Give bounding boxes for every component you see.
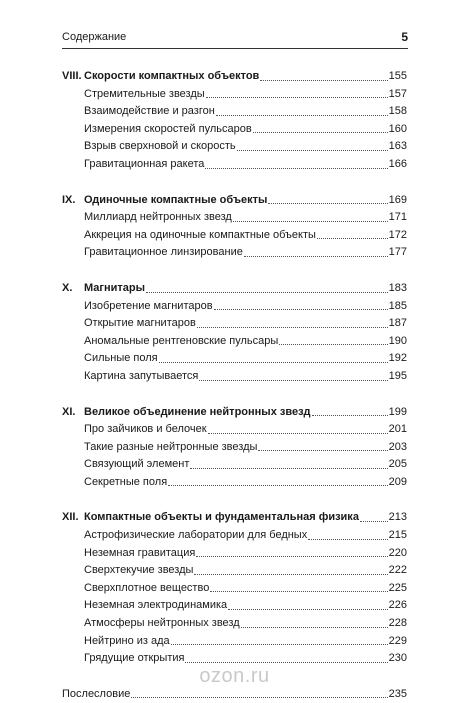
section-entry[interactable] (62, 615, 407, 633)
section-page: 187 (388, 317, 407, 330)
section-title: Взрыв сверхновой и скорость (84, 140, 236, 153)
section-title: Картина запутывается (84, 369, 199, 382)
chapter-block (62, 68, 407, 174)
chapter-title: Великое объединение нейтронных звезд (84, 405, 311, 418)
dot-leader (208, 432, 388, 434)
section-entry[interactable] (62, 103, 407, 121)
section-page: 177 (388, 246, 407, 259)
dot-leader (199, 379, 387, 381)
section-title: Гравитационное линзирование (84, 246, 243, 259)
section-page: 225 (388, 581, 407, 594)
section-page: 220 (388, 546, 407, 559)
section-title: Сильные поля (84, 352, 158, 365)
section-entry[interactable] (62, 121, 407, 139)
section-page: 230 (388, 652, 407, 665)
dot-leader (253, 131, 388, 133)
dot-leader (228, 608, 388, 610)
header-section-title: Содержание (62, 31, 127, 43)
section-entry[interactable] (62, 209, 407, 227)
dot-leader (214, 308, 388, 310)
section-title: Секретные поля (84, 475, 168, 488)
chapter-title: Скорости компактных объектов (84, 70, 260, 82)
section-page: 201 (388, 423, 407, 436)
watermark: ozon.ru (199, 665, 270, 687)
chapter-number: X. (62, 281, 73, 294)
afterword-entry[interactable] (62, 686, 407, 703)
dot-leader (308, 538, 387, 540)
dot-leader (244, 255, 388, 257)
chapter-heading[interactable] (62, 280, 407, 298)
section-entry[interactable] (62, 580, 407, 598)
chapter-block (62, 404, 407, 492)
chapter-block (62, 192, 407, 262)
section-page: 192 (388, 352, 407, 365)
chapter-title: Одиночные компактные объекты (84, 193, 268, 206)
section-title: Грядущие открытия (84, 652, 185, 665)
chapter-number: IX. (62, 193, 76, 206)
section-title: Взаимодействие и разгон (84, 105, 215, 118)
dot-leader (279, 343, 387, 345)
dot-leader (258, 449, 387, 451)
running-header (62, 30, 408, 44)
section-entry[interactable] (62, 474, 407, 492)
section-entry[interactable] (62, 439, 407, 457)
section-title: Связующий элемент (84, 458, 190, 471)
afterword-page: 235 (388, 687, 407, 700)
section-page: 160 (388, 122, 407, 135)
section-entry[interactable] (62, 138, 407, 156)
dot-leader (197, 326, 388, 328)
section-title: Сверхтекучие звезды (84, 564, 194, 577)
chapter-page: 183 (388, 281, 407, 294)
section-entry[interactable] (62, 315, 407, 333)
chapter-heading[interactable] (62, 509, 407, 527)
dot-leader (159, 361, 388, 363)
section-title: Миллиард нейтронных звезд (84, 211, 232, 224)
chapter-heading[interactable] (62, 192, 407, 210)
dot-leader (194, 573, 387, 575)
section-title: Аномальные рентгеновские пульсары (84, 334, 279, 347)
section-page: 158 (388, 105, 407, 118)
chapter-block (62, 280, 407, 386)
dot-leader (205, 167, 387, 169)
section-page: 166 (388, 157, 407, 170)
dot-leader (241, 626, 388, 628)
chapter-number: XII. (62, 511, 79, 524)
section-title: Открытие магнитаров (84, 317, 196, 330)
section-title: Изобретение магнитаров (84, 299, 213, 312)
section-entry[interactable] (62, 86, 407, 104)
section-page: 222 (388, 564, 407, 577)
afterword-title: Послесловие (62, 687, 131, 700)
chapter-title: Компактные объекты и фундаментальная физика (84, 511, 359, 524)
dot-leader (206, 96, 388, 98)
section-page: 228 (388, 617, 407, 630)
dot-leader (171, 643, 388, 645)
dot-leader (237, 149, 388, 151)
dot-leader (260, 79, 387, 81)
chapter-block (62, 509, 407, 667)
chapter-number: VIII. (62, 70, 82, 82)
section-title: Про зайчиков и белочек (84, 423, 207, 436)
section-title: Астрофизические лаборатории для бедных (84, 529, 308, 542)
section-title: Стремительные звезды (84, 87, 205, 100)
section-page: 226 (388, 599, 407, 612)
dot-leader (196, 555, 387, 557)
chapter-heading[interactable] (62, 68, 407, 86)
dot-leader (216, 114, 388, 116)
section-page: 203 (388, 440, 407, 453)
section-page: 205 (388, 458, 407, 471)
chapter-title: Магнитары (84, 281, 146, 294)
section-title: Гравитационная ракета (84, 157, 205, 170)
header-page-number: 5 (401, 30, 408, 44)
section-page: 190 (388, 334, 407, 347)
section-entry[interactable] (62, 545, 407, 563)
section-title: Сверхплотное вещество (84, 581, 210, 594)
chapter-heading[interactable] (62, 404, 407, 422)
section-entry[interactable] (62, 227, 407, 245)
section-entry[interactable] (62, 368, 407, 386)
section-page: 172 (388, 228, 407, 241)
chapter-page: 155 (388, 70, 407, 82)
section-entry[interactable] (62, 597, 407, 615)
chapter-number: XI. (62, 405, 76, 418)
section-title: Неземная гравитация (84, 546, 196, 559)
dot-leader (168, 484, 387, 486)
section-entry[interactable] (62, 333, 407, 351)
section-entry[interactable] (62, 350, 407, 368)
chapter-page: 199 (388, 405, 407, 418)
table-of-contents (62, 68, 407, 703)
section-entry[interactable] (62, 456, 407, 474)
section-entry[interactable] (62, 562, 407, 580)
section-page: 209 (388, 475, 407, 488)
section-page: 185 (388, 299, 407, 312)
section-page: 171 (388, 211, 407, 224)
dot-leader (312, 414, 388, 416)
section-entry[interactable] (62, 421, 407, 439)
section-page: 195 (388, 369, 407, 382)
section-entry[interactable] (62, 156, 407, 174)
dot-leader (360, 520, 388, 522)
section-entry[interactable] (62, 527, 407, 545)
section-page: 163 (388, 140, 407, 153)
section-entry[interactable] (62, 244, 407, 262)
section-title: Атмосферы нейтронных звезд (84, 617, 240, 630)
dot-leader (317, 237, 388, 239)
dot-leader (190, 467, 387, 469)
dot-leader (185, 661, 387, 663)
dot-leader (210, 590, 387, 592)
dot-leader (131, 696, 387, 698)
chapter-page: 169 (388, 193, 407, 206)
section-title: Аккреция на одиночные компактные объекты (84, 228, 316, 241)
chapter-page: 213 (388, 511, 407, 524)
section-entry[interactable] (62, 633, 407, 651)
section-title: Нейтрино из ада (84, 634, 170, 647)
section-page: 229 (388, 634, 407, 647)
section-page: 157 (388, 87, 407, 100)
dot-leader (233, 220, 388, 222)
section-page: 215 (388, 529, 407, 542)
dot-leader (268, 202, 387, 204)
section-title: Такие разные нейтронные звезды (84, 440, 258, 453)
section-title: Измерения скоростей пульсаров (84, 122, 252, 135)
section-entry[interactable] (62, 298, 407, 316)
header-divider (62, 48, 408, 49)
dot-leader (146, 291, 388, 293)
section-title: Неземная электродинамика (84, 599, 228, 612)
